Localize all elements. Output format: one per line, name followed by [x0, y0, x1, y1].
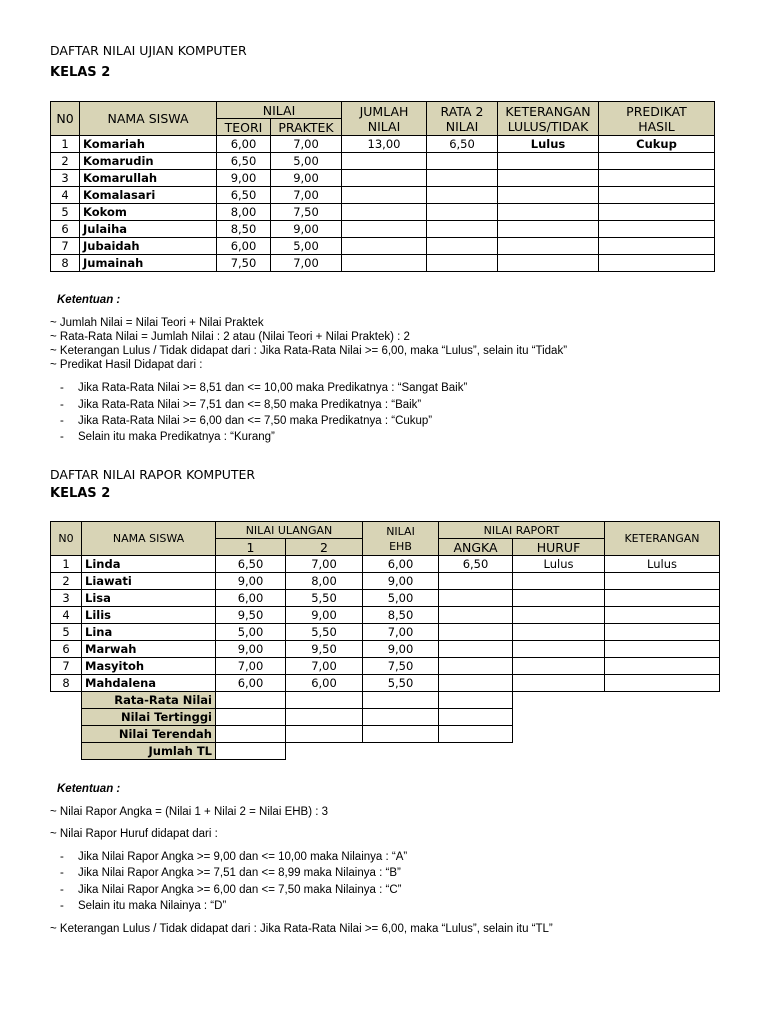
cell-nama: Jubaidah — [80, 238, 217, 255]
summary-cell — [216, 743, 286, 760]
cell-nama: Marwah — [82, 641, 216, 658]
bullet-item: - Jika Nilai Rapor Angka >= 7,51 dan <= 8,99 maka Nilainya : “B” — [60, 867, 401, 879]
cell-nilai-1: 7,00 — [216, 658, 286, 675]
cell-teori: 6,50 — [217, 187, 271, 204]
section2-kelas: KELAS 2 — [50, 486, 111, 501]
cell-praktek: 5,00 — [271, 238, 342, 255]
cell-nilai-2: 8,00 — [286, 573, 363, 590]
header-no: N0 — [51, 522, 82, 556]
cell-angka — [439, 658, 513, 675]
cell-nama: Komarullah — [80, 170, 217, 187]
cell-jumlah — [342, 153, 427, 170]
cell-jumlah — [342, 238, 427, 255]
bullet-item: - Selain itu maka Nilainya : “D” — [60, 900, 227, 912]
cell-rata — [427, 204, 498, 221]
cell-nama: Mahdalena — [82, 675, 216, 692]
cell-rata — [427, 187, 498, 204]
rule-line: ~ Keterangan Lulus / Tidak didapat dari : Jika Rata-Rata Nilai >= 6,00, maka “Lulus”, selain itu “Tidak” — [50, 345, 568, 357]
table-row — [51, 153, 715, 170]
bullet-item: - Jika Rata-Rata Nilai >= 6,00 dan <= 7,50 maka Predikatnya : “Cukup” — [60, 415, 433, 427]
cell-nilai-2: 5,50 — [286, 624, 363, 641]
section1-kelas: KELAS 2 — [50, 65, 111, 80]
cell-nilai-1: 6,00 — [216, 590, 286, 607]
bullet-item: - Jika Nilai Rapor Angka >= 9,00 dan <= 10,00 maka Nilainya : “A” — [60, 851, 408, 863]
cell-nama: Julaiha — [80, 221, 217, 238]
rule-line: ~ Keterangan Lulus / Tidak didapat dari : Jika Rata-Rata Nilai >= 6,00, maka “Lulus”, selain itu “TL” — [50, 923, 553, 935]
rapor-header-row — [51, 522, 720, 539]
cell-ehb: 9,00 — [363, 573, 439, 590]
cell-nilai-1: 6,00 — [216, 675, 286, 692]
cell-praktek: 7,00 — [271, 136, 342, 153]
bullet-item: - Selain itu maka Predikatnya : “Kurang” — [60, 431, 275, 443]
summary-row-tertinggi — [51, 709, 720, 726]
cell-jumlah — [342, 204, 427, 221]
cell-no: 4 — [51, 607, 82, 624]
table-row — [51, 136, 715, 153]
cell-predikat — [599, 170, 715, 187]
summary-row-jumlah-tl — [51, 743, 720, 760]
summary-cell — [286, 726, 363, 743]
cell-angka — [439, 675, 513, 692]
table-row — [51, 607, 720, 624]
summary-cell — [286, 709, 363, 726]
cell-predikat — [599, 204, 715, 221]
cell-angka — [439, 590, 513, 607]
table-row — [51, 675, 720, 692]
cell-no: 1 — [51, 556, 82, 573]
cell-ehb: 5,50 — [363, 675, 439, 692]
cell-predikat — [599, 153, 715, 170]
cell-keterangan — [498, 238, 599, 255]
cell-nilai-1: 9,50 — [216, 607, 286, 624]
header-predikat: PREDIKAT HASIL — [599, 102, 715, 136]
cell-nilai-1: 5,00 — [216, 624, 286, 641]
header-nilai: NILAI — [217, 102, 342, 119]
cell-teori: 7,50 — [217, 255, 271, 272]
cell-rata — [427, 255, 498, 272]
cell-ehb: 8,50 — [363, 607, 439, 624]
cell-huruf — [513, 590, 605, 607]
cell-nilai-2: 5,50 — [286, 590, 363, 607]
cell-keterangan — [498, 255, 599, 272]
cell-nama: Kokom — [80, 204, 217, 221]
cell-angka — [439, 573, 513, 590]
header-rata-nilai: RATA 2 NILAI — [427, 102, 498, 136]
cell-nama: Lina — [82, 624, 216, 641]
cell-nilai-2: 6,00 — [286, 675, 363, 692]
cell-no: 3 — [51, 170, 80, 187]
cell-keterangan: Lulus — [605, 556, 720, 573]
cell-ehb: 5,00 — [363, 590, 439, 607]
ketentuan-label-1: Ketentuan : — [57, 294, 121, 306]
cell-keterangan: Lulus — [498, 136, 599, 153]
cell-rata — [427, 221, 498, 238]
header-teori: TEORI — [217, 119, 271, 136]
rule-line: ~ Predikat Hasil Didapat dari : — [50, 359, 203, 371]
table-row — [51, 170, 715, 187]
cell-ehb: 7,50 — [363, 658, 439, 675]
cell-nilai-2: 9,00 — [286, 607, 363, 624]
header-nama-siswa: NAMA SISWA — [80, 102, 217, 136]
cell-predikat: Cukup — [599, 136, 715, 153]
cell-praktek: 5,00 — [271, 153, 342, 170]
summary-cell — [216, 709, 286, 726]
cell-keterangan — [605, 624, 720, 641]
cell-keterangan — [498, 153, 599, 170]
bullet-item: - Jika Rata-Rata Nilai >= 8,51 dan <= 10,00 maka Predikatnya : “Sangat Baik” — [60, 382, 468, 394]
table-row — [51, 573, 720, 590]
header-ulangan-1: 1 — [216, 539, 286, 556]
cell-no: 6 — [51, 221, 80, 238]
header-huruf: HURUF — [513, 539, 605, 556]
cell-rata: 6,50 — [427, 136, 498, 153]
cell-predikat — [599, 255, 715, 272]
cell-praktek: 9,00 — [271, 170, 342, 187]
cell-teori: 8,50 — [217, 221, 271, 238]
header-nilai-ulangan: NILAI ULANGAN — [216, 522, 363, 539]
cell-nilai-2: 7,00 — [286, 658, 363, 675]
cell-rata — [427, 170, 498, 187]
table-row — [51, 204, 715, 221]
cell-nama: Masyitoh — [82, 658, 216, 675]
header-nilai-ehb: NILAI EHB — [363, 522, 439, 556]
cell-jumlah — [342, 170, 427, 187]
summary-label-rata-rata: Rata-Rata Nilai — [82, 692, 216, 709]
cell-keterangan — [605, 590, 720, 607]
cell-ehb: 7,00 — [363, 624, 439, 641]
cell-no: 1 — [51, 136, 80, 153]
cell-ehb: 6,00 — [363, 556, 439, 573]
cell-teori: 6,50 — [217, 153, 271, 170]
cell-nilai-1: 6,50 — [216, 556, 286, 573]
section1-title: DAFTAR NILAI UJIAN KOMPUTER — [50, 43, 247, 58]
cell-angka: 6,50 — [439, 556, 513, 573]
cell-no: 3 — [51, 590, 82, 607]
cell-angka — [439, 641, 513, 658]
cell-keterangan — [498, 204, 599, 221]
header-no: N0 — [51, 102, 80, 136]
header-keterangan: KETERANGAN — [605, 522, 720, 556]
cell-nama: Komariah — [80, 136, 217, 153]
cell-no: 8 — [51, 255, 80, 272]
summary-label-terendah: Nilai Terendah — [82, 726, 216, 743]
summary-cell — [439, 692, 513, 709]
rapor-table — [50, 521, 720, 760]
cell-no: 6 — [51, 641, 82, 658]
cell-no: 5 — [51, 204, 80, 221]
cell-keterangan — [498, 221, 599, 238]
cell-rata — [427, 238, 498, 255]
cell-keterangan — [605, 607, 720, 624]
table-row — [51, 658, 720, 675]
summary-cell — [216, 692, 286, 709]
cell-nama: Komarudin — [80, 153, 217, 170]
table-row — [51, 624, 720, 641]
bullet-item: - Jika Rata-Rata Nilai >= 7,51 dan <= 8,50 maka Predikatnya : “Baik” — [60, 399, 422, 411]
table-row — [51, 590, 720, 607]
cell-huruf — [513, 607, 605, 624]
header-ulangan-2: 2 — [286, 539, 363, 556]
cell-teori: 8,00 — [217, 204, 271, 221]
cell-no: 5 — [51, 624, 82, 641]
cell-nama: Lisa — [82, 590, 216, 607]
header-angka: ANGKA — [439, 539, 513, 556]
cell-praktek: 9,00 — [271, 221, 342, 238]
cell-keterangan — [498, 170, 599, 187]
rule-line: ~ Nilai Rapor Huruf didapat dari : — [50, 828, 218, 840]
cell-jumlah — [342, 255, 427, 272]
cell-nilai-1: 9,00 — [216, 641, 286, 658]
cell-nama: Jumainah — [80, 255, 217, 272]
cell-no: 8 — [51, 675, 82, 692]
cell-angka — [439, 624, 513, 641]
cell-predikat — [599, 221, 715, 238]
cell-jumlah — [342, 187, 427, 204]
cell-praktek: 7,00 — [271, 255, 342, 272]
cell-keterangan — [605, 573, 720, 590]
header-nama-siswa: NAMA SISWA — [82, 522, 216, 556]
rule-line: ~ Rata-Rata Nilai = Jumlah Nilai : 2 atau (Nilai Teori + Nilai Praktek) : 2 — [50, 331, 410, 343]
cell-praktek: 7,50 — [271, 204, 342, 221]
cell-teori: 6,00 — [217, 136, 271, 153]
cell-keterangan — [605, 675, 720, 692]
summary-label-tertinggi: Nilai Tertinggi — [82, 709, 216, 726]
summary-cell — [363, 692, 439, 709]
header-nilai-raport: NILAI RAPORT — [439, 522, 605, 539]
cell-teori: 6,00 — [217, 238, 271, 255]
cell-no: 4 — [51, 187, 80, 204]
cell-predikat — [599, 187, 715, 204]
cell-nilai-2: 9,50 — [286, 641, 363, 658]
cell-huruf — [513, 658, 605, 675]
cell-nama: Liawati — [82, 573, 216, 590]
table-row — [51, 238, 715, 255]
cell-no: 7 — [51, 658, 82, 675]
cell-no: 7 — [51, 238, 80, 255]
cell-nama: Komalasari — [80, 187, 217, 204]
cell-rata — [427, 153, 498, 170]
summary-cell — [286, 692, 363, 709]
summary-cell — [439, 726, 513, 743]
header-jumlah-nilai: JUMLAH NILAI — [342, 102, 427, 136]
cell-nama: Linda — [82, 556, 216, 573]
header-praktek: PRAKTEK — [271, 119, 342, 136]
cell-ehb: 9,00 — [363, 641, 439, 658]
cell-keterangan — [605, 641, 720, 658]
cell-no: 2 — [51, 573, 82, 590]
summary-cell — [216, 726, 286, 743]
rule-line: ~ Jumlah Nilai = Nilai Teori + Nilai Praktek — [50, 317, 264, 329]
cell-jumlah — [342, 221, 427, 238]
cell-nilai-2: 7,00 — [286, 556, 363, 573]
cell-huruf: Lulus — [513, 556, 605, 573]
cell-jumlah: 13,00 — [342, 136, 427, 153]
header-keterangan: KETERANGAN LULUS/TIDAK — [498, 102, 599, 136]
ketentuan-label-2: Ketentuan : — [57, 783, 121, 795]
cell-teori: 9,00 — [217, 170, 271, 187]
table-row — [51, 556, 720, 573]
section2-title: DAFTAR NILAI RAPOR KOMPUTER — [50, 467, 256, 482]
cell-huruf — [513, 624, 605, 641]
summary-cell — [439, 709, 513, 726]
summary-row-rata-rata — [51, 692, 720, 709]
summary-label-jumlah-tl: Jumlah TL — [82, 743, 216, 760]
table-row — [51, 255, 715, 272]
cell-predikat — [599, 238, 715, 255]
cell-angka — [439, 607, 513, 624]
cell-huruf — [513, 675, 605, 692]
table-row — [51, 641, 720, 658]
summary-row-terendah — [51, 726, 720, 743]
cell-nama: Lilis — [82, 607, 216, 624]
ujian-header-row — [51, 102, 715, 119]
cell-keterangan — [605, 658, 720, 675]
rule-line: ~ Nilai Rapor Angka = (Nilai 1 + Nilai 2 = Nilai EHB) : 3 — [50, 806, 329, 818]
cell-keterangan — [498, 187, 599, 204]
summary-cell — [363, 709, 439, 726]
cell-huruf — [513, 641, 605, 658]
ujian-table — [50, 101, 715, 272]
bullet-item: - Jika Nilai Rapor Angka >= 6,00 dan <= 7,50 maka Nilainya : “C” — [60, 884, 402, 896]
cell-huruf — [513, 573, 605, 590]
cell-praktek: 7,00 — [271, 187, 342, 204]
summary-cell — [363, 726, 439, 743]
table-row — [51, 187, 715, 204]
cell-nilai-1: 9,00 — [216, 573, 286, 590]
table-row — [51, 221, 715, 238]
cell-no: 2 — [51, 153, 80, 170]
